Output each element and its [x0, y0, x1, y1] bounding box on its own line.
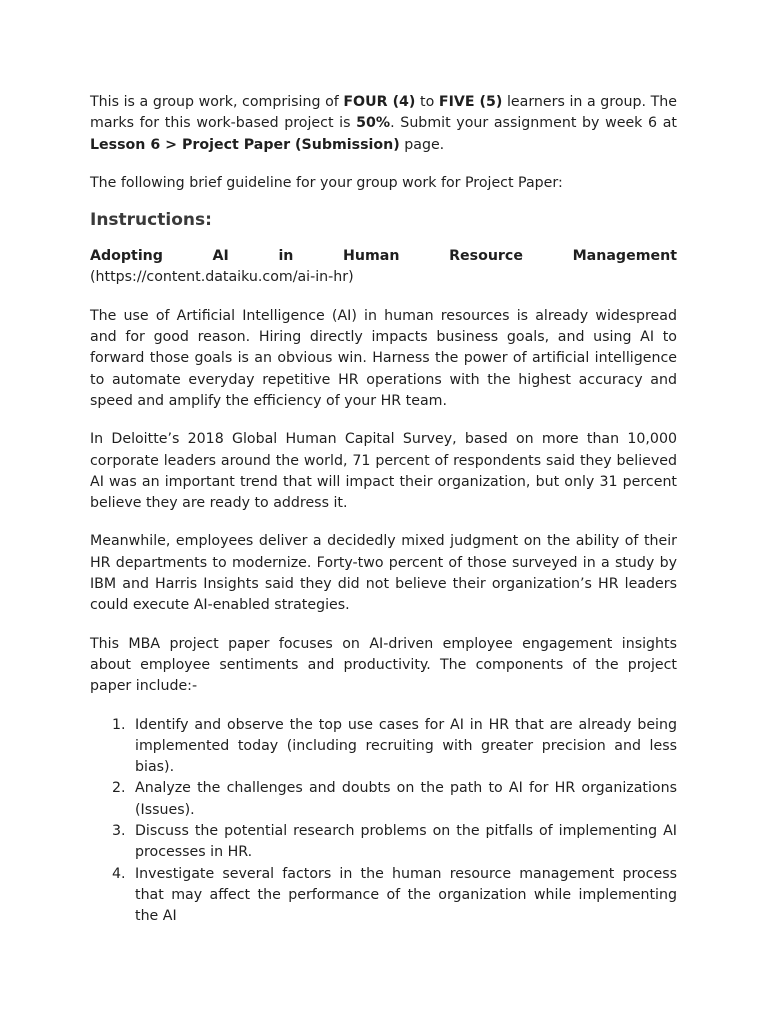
- body-paragraph-employee-judgment: Meanwhile, employees deliver a decidedly mixed judgment on the ability of their HR departments to modernize. Forty-two percent of those surveyed in a study by IBM and Harris Insights said they did not believe their organization’s HR leaders could execute AI-enabled strategies.: [90, 533, 677, 614]
- guideline-paragraph: The following brief guideline for your group work for Project Paper:: [90, 174, 563, 191]
- document-page: [90, 92, 677, 928]
- marks-percentage: 50%: [356, 115, 391, 132]
- list-item-text: Discuss the potential research problems on the pitfalls of implementing AI processes in HR.: [135, 823, 677, 861]
- topic-url: (https://content.dataiku.com/ai-in-hr): [90, 269, 354, 286]
- list-item-number: 2.: [112, 780, 126, 797]
- topic-title: Adopting AI in Human Resource Management: [90, 248, 677, 265]
- submission-location: Lesson 6 > Project Paper (Submission): [90, 136, 400, 153]
- intro-paragraph: [90, 92, 677, 156]
- list-item: [90, 778, 677, 821]
- group-max-size: FIVE (5): [438, 94, 503, 110]
- body-paragraph-project-focus: This MBA project paper focuses on AI-driven employee engagement insights about employee sentiments and productivity. The components of the project paper include:-: [90, 635, 677, 695]
- list-item-number: 1.: [112, 716, 126, 733]
- intro-text-2: to: [415, 94, 439, 110]
- list-item: [90, 864, 677, 928]
- instructions-heading: Instructions:: [90, 210, 212, 231]
- intro-text-1: This is a group work, comprising of: [90, 94, 344, 110]
- body-paragraph-ai-in-hr: The use of Artificial Intelligence (AI) in human resources is already widespread and for good reason. Hiring directly impacts business goals, and using AI to forward those goals is an obvious win. Harness the power of artificial intelligence to automate everyday repetitive HR operations with the highest accuracy and speed and amplify the efficiency of your HR team.: [90, 307, 677, 409]
- group-min-size: FOUR (4): [343, 94, 416, 110]
- list-item-text: Analyze the challenges and doubts on the path to AI for HR organizations (Issues).: [135, 780, 677, 818]
- list-item-number: 3.: [112, 823, 126, 840]
- intro-text-3: learners in a group. The marks for this work-based project is: [90, 94, 678, 132]
- list-item-text: Identify and observe the top use cases for AI in HR that are already being implemented today (including recruiting with greater precision and less bias).: [135, 716, 677, 776]
- components-list: [90, 715, 677, 928]
- body-paragraph-deloitte-survey: In Deloitte’s 2018 Global Human Capital Survey, based on more than 10,000 corporate leaders around the world, 71 percent of respondents said they believed AI was an important trend that will impact their organization, but only 31 percent believe they are ready to address it.: [90, 431, 677, 512]
- list-item: [90, 821, 677, 864]
- list-item: [90, 715, 677, 779]
- list-item-text: Investigate several factors in the human resource management process that may affect the performance of the organization while implementing the AI: [135, 865, 677, 925]
- topic-paragraph: [90, 246, 677, 289]
- list-item-number: 4.: [112, 865, 126, 882]
- intro-text-4: . Submit your assignment by week 6 at: [390, 115, 677, 132]
- intro-text-5: page.: [399, 136, 445, 153]
